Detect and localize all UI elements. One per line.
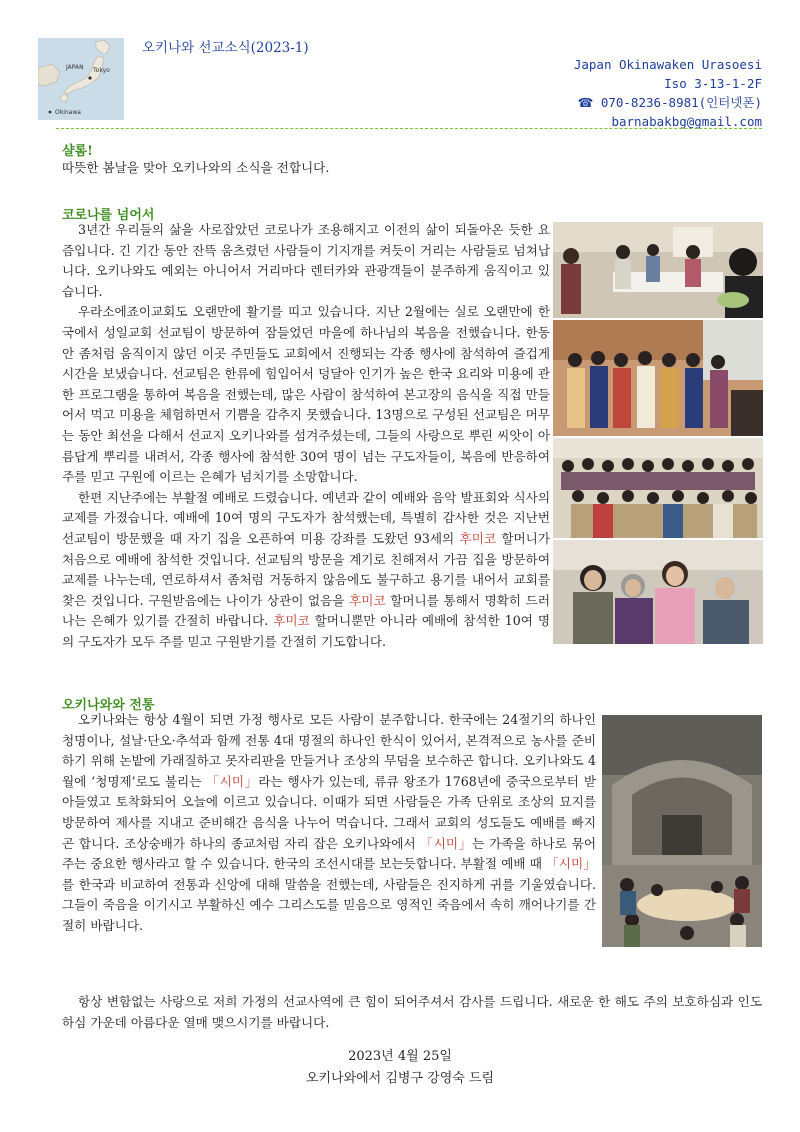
tradition-text: 는 가족을 하나로 묶어주는 중요한 행사라고 할 수 있습니다. 한국의 조선시대를 보는듯합니다. 부활절 예배 때 xyxy=(62,835,596,872)
highlight-term: 「시미」 xyxy=(206,773,259,789)
photo-shimi-tomb-gathering xyxy=(602,715,762,947)
closing-paragraph: 항상 변함없는 사랑으로 저희 가정의 선교사역에 큰 힘이 되어주셔서 감사를 드립니다. 새로운 한 해도 주의 보호하심과 인도하심 가운데 아름다운 열매 맺으시기를 바랍니다. xyxy=(62,994,762,1030)
corona-paragraph-1: 3년간 우리들의 삶을 사로잡았던 코로나가 조용해지고 이전의 삶이 되돌아온 듯한 요즘입니다. 긴 기간 동안 잔뜩 움츠렸던 사람들이 기지개를 켜듯이 거리는 사람들로 넘쳐납니다. 오키나와도 예외는 아니어서 거리마다 렌터카와 관광객들이 분주하게 움직이고 있습니다. xyxy=(62,222,550,299)
contact-block xyxy=(574,55,762,131)
letter-signature: 오키나와에서 김병구 강영숙 드림 xyxy=(305,1071,495,1086)
corona-paragraph-2: 우라소에죠이교회도 오랜만에 활기를 띠고 있습니다. 지난 2월에는 실로 오랜만에 한국에서 성일교회 선교팀이 방문하여 잠들었던 마을에 하나님의 복음을 전했습니다. 한동안 좀처럼 움직이지 않던 이곳 주민들도 교회에서 진행되는 각종 행사에 참석하여 즐겁게 시간을 보냈습니다. 선교팀은 한류에 힘입어서 덩달아 인기가 높은 한국 요리와 미용에 관한 프로그램을 통하여 복음을 전했는데, 많은 사람이 참석하여 본고장의 음식을 직접 만들어서 먹고 미용을 체험하면서 기쁨을 감추지 못했습니다. 13명으로 구성된 선교팀은 머무는 동안 최선을 다해서 선교지 오키나와를 섬겨주셨는데, 그들의 사랑으로 뿌린 씨앗이 아름답게 뿌리를 내려서, 각종 행사에 참석한 30여 명이 넘는 구도자들이, 복음에 반응하여 주를 믿고 구원에 이르는 은혜가 넘치기를 소망합니다. xyxy=(62,304,550,485)
photo-cooking-class xyxy=(553,222,763,318)
highlight-name: 후미코 xyxy=(349,592,386,608)
corona-p3-text: 할머니뿐만 아니라 예배에 참석한 10여 명의 구도자가 모두 주를 믿고 구원받기를 간절히 기도합니다. xyxy=(62,613,550,649)
tradition-text: 라는 행사가 있는데, 류큐 왕조가 1768년에 중국으로부터 받아들였고 토착화되어 오늘에 이르고 있습니다. 이때가 되면 사람들은 가족 단위로 조상의 묘지를 방문하여 제사를 지내고 준비해간 음식을 나누어 먹습니다. 그래서 교회의 성도들도 예배를 빠지곤 합니다. 조상숭배가 하나의 종교처럼 자리 잡은 오키나와에서 xyxy=(62,773,596,851)
highlight-term: 「시미」 xyxy=(546,856,596,872)
photo-grandmother-fumiko xyxy=(553,540,763,644)
section-tradition-body xyxy=(62,710,596,937)
newsletter-title: 오키나와 선교소식(2023-1) xyxy=(142,40,309,56)
tradition-text: 오키나와는 항상 4월이 되면 가정 행사로 모든 사람이 분주합니다. 한국에는 24절기의 하나인 청명이나, 설날·단오·추석과 함께 전통 4대 명절의 하나인 한식이 있어서, 본격적으로 농사를 준비하기 위해 논밭에 가래질하고 못자리판을 만들거나 조상의 무덤을 보수하곤 합니다. 오키나와도 4월에 ‘청명제’로도 불리는 xyxy=(62,712,596,789)
section-corona-heading: 코로나를 넘어서 xyxy=(62,208,155,223)
section-tradition-heading: 오키나와와 전통 xyxy=(62,698,155,713)
header-divider xyxy=(56,128,762,129)
japan-map-image xyxy=(38,38,124,120)
corona-p3-text: 할머니가 처음으로 예배에 참석한 것입니다. 선교팀의 방문을 계기로 친해져서 가끔 집을 방문하여 교제를 나누는데, 연로하셔서 좀처럼 거동하지 않음에도 불구하고 용기를 내어서 교회를 찾은 것입니다. 구원받음에는 나이가 상관이 없음을 xyxy=(62,530,550,608)
greeting-text xyxy=(62,158,742,179)
highlight-name: 후미코 xyxy=(459,530,497,546)
highlight-name: 후미코 xyxy=(273,613,310,629)
section-corona-body xyxy=(62,220,550,652)
address-line-2: Iso 3-13-1-2F xyxy=(664,76,762,91)
corona-p3-text: 할머니를 통해서 명확히 드러나는 은혜가 있기를 간절히 바랍니다. xyxy=(62,592,551,629)
greeting-heading: 샬롬! xyxy=(62,144,93,159)
greeting-paragraph: 따뜻한 봄날을 맞아 오키나와의 소식을 전합니다. xyxy=(62,160,330,175)
photo-group-picture xyxy=(553,438,763,538)
tradition-paragraph-1 xyxy=(62,710,596,937)
highlight-term: 「시미」 xyxy=(420,835,473,851)
closing-block xyxy=(62,992,762,1033)
map-label-country: JAPAN xyxy=(66,64,84,71)
map-label-island: Okinawa xyxy=(55,109,81,116)
phone-icon: ☎ xyxy=(577,95,594,110)
map-label-city: Tokyo xyxy=(93,67,110,74)
phone-number: 070-8236-8981(인터넷폰) xyxy=(600,95,762,110)
corona-p3-text: 한편 지난주에는 부활절 예배로 드렸습니다. 예년과 같이 예배와 음악 발표회와 식사의 교제를 가졌습니다. 예배에 10여 명의 구도자가 참석했는데, 특별히 감사한 것은 지난번 선교팀이 방문했을 때 자기 집을 오픈하여 미용 강좌를 도왔던 93세의 xyxy=(62,489,550,546)
letter-date: 2023년 4월 25일 xyxy=(348,1049,452,1064)
tradition-text: 를 한국과 비교하여 전통과 신앙에 대해 말씀을 전했는데, 사람들은 진지하게 귀를 기울였습니다. 그들이 죽음을 이기시고 부활하신 예수 그리스도를 믿음으로 영적인 죽음에서 속히 깨어나기를 간절히 바랍니다. xyxy=(62,876,596,933)
address-line-1: Japan Okinawaken Urasoesi xyxy=(573,57,762,72)
phone-line xyxy=(574,93,762,112)
corona-paragraph-3 xyxy=(62,488,550,653)
photo-choir-performance xyxy=(553,320,763,436)
email-address: barnabakbg@gmail.com xyxy=(611,114,762,129)
